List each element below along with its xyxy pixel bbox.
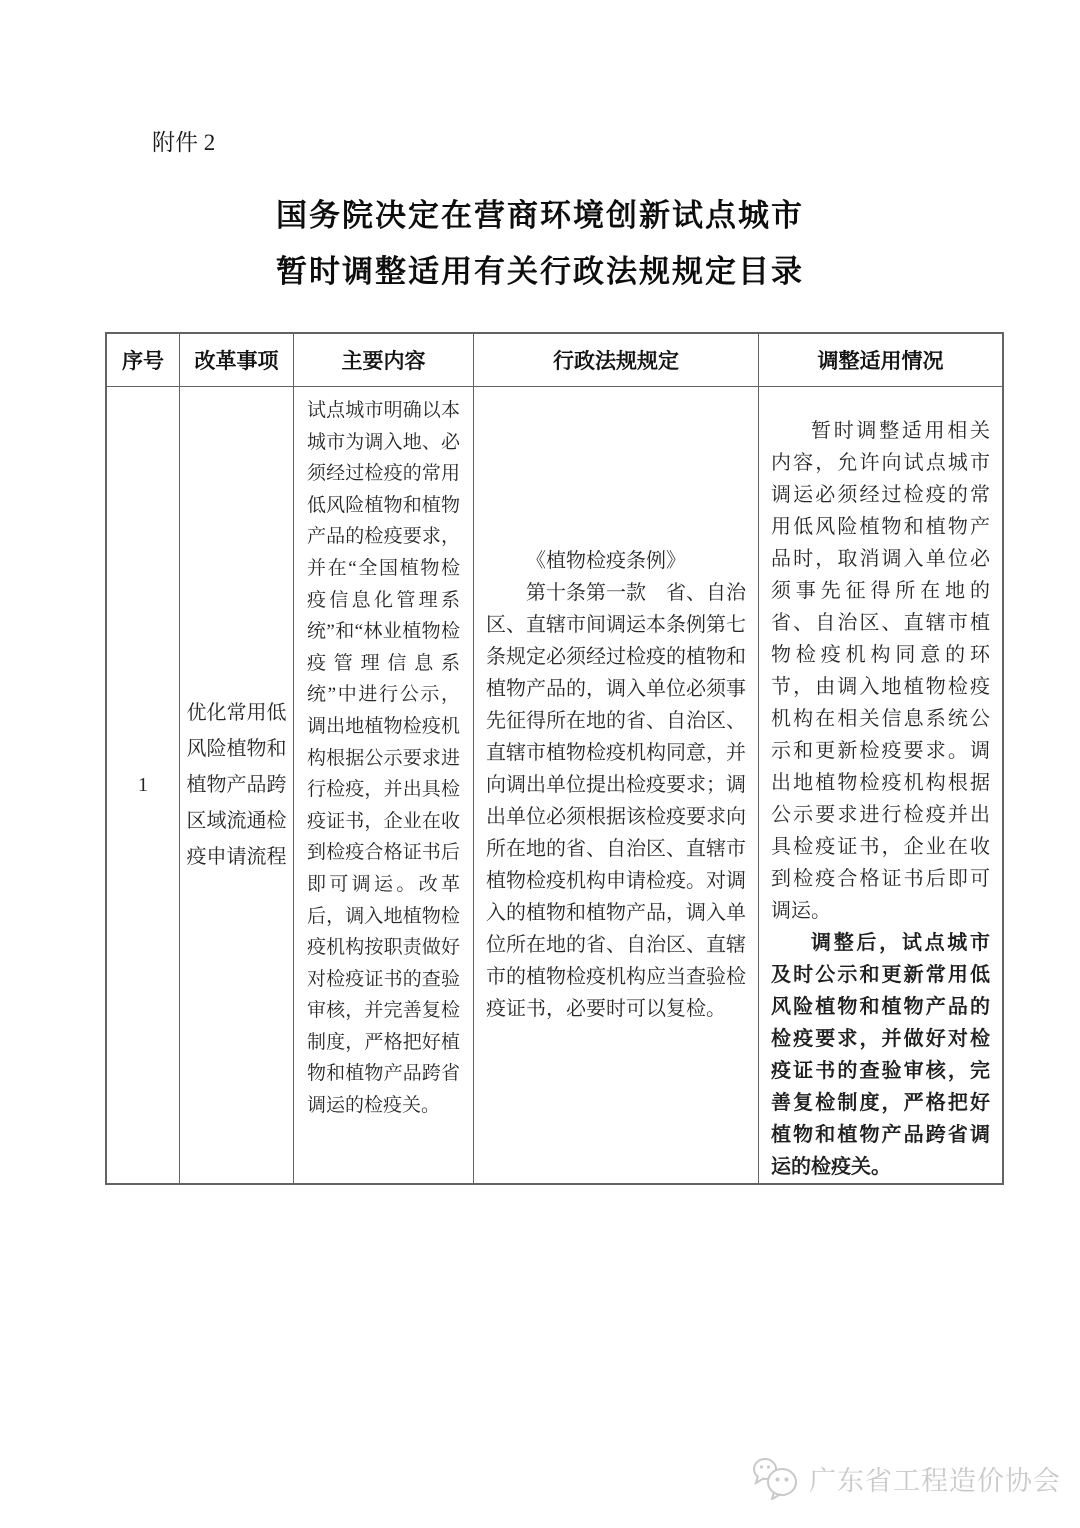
cell-main-content xyxy=(294,387,474,1183)
header-regulation: 行政法规规定 xyxy=(474,334,759,386)
chat-bubbles-logo-icon xyxy=(752,1456,800,1500)
header-adjustment: 调整适用情况 xyxy=(817,349,944,373)
page-title xyxy=(0,188,1080,300)
watermark xyxy=(752,1456,1061,1500)
table-row xyxy=(107,387,1002,1183)
title-line-1: 国务院决定在营商环境创新试点城市 xyxy=(276,198,804,233)
cell-serial-number: 1 xyxy=(107,387,180,1183)
adjustment-paragraph-2: 调整后，试点城市及时公示和更新常用低风险植物和植物产品的检疫要求，并做好对检疫证书的查验审核，完善复检制度，严格把好植物和植物产品跨省调运的检疫关。 xyxy=(771,932,990,1178)
main-content-paragraph: 试点城市明确以本城市为调入地、必须经过检疫的常用低风险植物和植物产品的检疫要求，并在“全国植物检疫信息化管理系统”和“林业植物检疫管理信息系统”中进行公示，调出地植物检疫机构根据公示要求进行检疫，并出具检疫证书，企业在收到检疫合格证书后即可调运。改革后，调入地植物检疫机构按职责做好对检疫证书的查验审核，并完善复检制度，严格把好植物和植物产品跨省调运的检疫关。 xyxy=(307,400,460,1117)
cell-adjustment xyxy=(759,387,1002,1183)
title-line-2: 暂时调整适用有关行政法规规定目录 xyxy=(276,254,804,289)
header-serial-number: 序号 xyxy=(107,334,180,386)
attachment-label: 附件 2 xyxy=(152,130,216,155)
regulation-title: 《植物检疫条例》 xyxy=(526,550,686,572)
header-main-content: 主要内容 xyxy=(294,334,474,386)
adjustment-paragraph-1: 暂时调整适用相关内容，允许向试点城市调运必须经过检疫的常用低风险植物和植物产品时，取消调入单位必须事先征得所在地的省、自治区、直辖市植物检疫机构同意的环节，由调入地植物检疫机构在相关信息系统公示和更新检疫要求。调出地植物检疫机构根据公示要求进行检疫并出具检疫证书，企业在收到检疫合格证书后即可调运。 xyxy=(771,420,990,922)
table-header-row xyxy=(107,334,1002,387)
cell-reform-item: 优化常用低风险植物和植物产品跨区域流通检疫申请流程 xyxy=(180,387,294,1183)
regulations-table xyxy=(105,332,1004,1185)
header-reform-item: 改革事项 xyxy=(180,334,294,386)
watermark-text: 广东省工程造价协会 xyxy=(809,1465,1061,1496)
regulation-body: 第十条第一款 省、自治区、直辖市间调运本条例第七条规定必须经过检疫的植物和植物产品的，调入单位必须事先征得所在地的省、自治区、直辖市植物检疫机构同意，并向调出单位提出检疫要求；调出单位必须根据该检疫要求向所在地的省、自治区、直辖市植物检疫机构申请检疫。对调入的植物和植物产品，调入单位所在地的省、自治区、直辖市的植物检疫机构应当查验检疫证书，必要时可以复检。 xyxy=(486,582,746,1020)
cell-regulation xyxy=(474,387,759,1183)
